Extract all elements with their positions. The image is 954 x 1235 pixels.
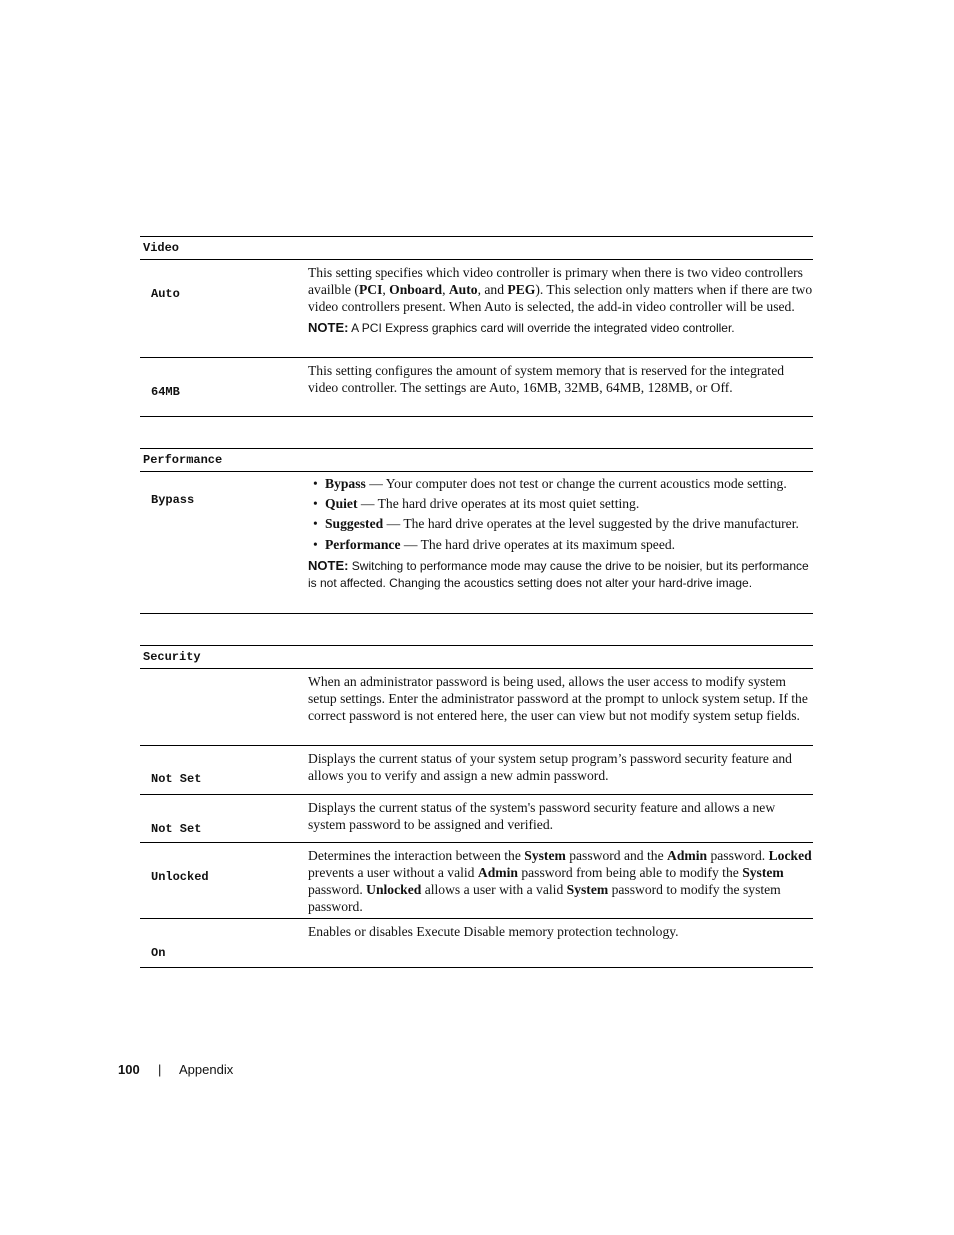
video-note: NOTE: A PCI Express graphics card will override the integrated video controller.: [308, 320, 735, 335]
security-password-changes-description: Determines the interaction between the System password and the Admin password. Locked prevents a user without a valid Admin password from being able to modify the System password. Unlocked allows a user with a valid System password to modify the system password.: [308, 848, 812, 914]
performance-note: NOTE: Switching to performance mode may cause the drive to be noisier, but its performance is not affected. Changing the acoustics setting does not alter your hard-drive image.: [308, 557, 809, 590]
list-item: • Performance — The hard drive operates at its maximum speed.: [308, 536, 813, 553]
video-memory-description: This setting configures the amount of system memory that is reserved for the integrated video controller. The settings are Auto, 16MB, 32MB, 64MB, 128MB, or Off.: [308, 363, 785, 395]
performance-options-list: [308, 475, 813, 553]
video-row-memory: [140, 358, 813, 417]
security-row-execute-disable: [140, 919, 813, 968]
footer-separator: |: [158, 1062, 162, 1077]
security-execute-disable-value: On: [151, 946, 166, 960]
security-admin-password-description: Displays the current status of your system setup program’s password security feature and allows you to verify and assign a new admin password.: [308, 751, 792, 783]
security-row-admin-password: [140, 746, 813, 795]
security-header: Security: [140, 645, 813, 669]
video-header: Video: [140, 236, 813, 260]
security-password-changes-value: Unlocked: [151, 870, 209, 884]
page-footer: [118, 1062, 234, 1077]
performance-header: Performance: [140, 448, 813, 472]
video-controller-value: Auto: [151, 287, 180, 301]
performance-description: [308, 472, 813, 613]
security-execute-disable-description: Enables or disables Execute Disable memory protection technology.: [308, 924, 679, 939]
security-row-system-password: [140, 795, 813, 843]
list-item: • Suggested — The hard drive operates at the level suggested by the drive manufacturer.: [308, 515, 813, 532]
security-section: [140, 645, 813, 968]
security-system-password-value: Not Set: [151, 822, 202, 836]
list-item: • Bypass — Your computer does not test or change the current acoustics mode setting.: [308, 475, 813, 492]
security-row-password-changes: [140, 843, 813, 919]
video-controller-description: This setting specifies which video controller is primary when there is two video controllers availble (PCI, Onboard, Auto, and PEG). This selection only matters when if there are two video controllers present. When Auto is selected, the add-in video controller will be used. NOTE: A PCI Express graphics card will override the integrated video controller.: [308, 265, 813, 335]
video-section: [140, 236, 813, 417]
security-admin-access-description: When an administrator password is being used, allows the user access to modify system setup settings. Enter the administrator password at the prompt to unlock system setup. If the correct password is not entered here, the user can view but not modify system setup fields.: [308, 674, 808, 723]
video-row-controller: [140, 260, 813, 358]
performance-row: [140, 472, 813, 614]
security-row-admin-access: [140, 669, 813, 746]
performance-section: [140, 448, 813, 614]
performance-value: Bypass: [151, 493, 195, 507]
security-admin-password-value: Not Set: [151, 772, 202, 786]
page-number: 100: [118, 1062, 140, 1077]
footer-section-title: Appendix: [179, 1062, 234, 1077]
list-item: • Quiet — The hard drive operates at its most quiet setting.: [308, 495, 813, 512]
video-memory-value: 64MB: [151, 385, 180, 399]
security-system-password-description: Displays the current status of the system's password security feature and allows a new system password to be assigned and verified.: [308, 800, 776, 832]
